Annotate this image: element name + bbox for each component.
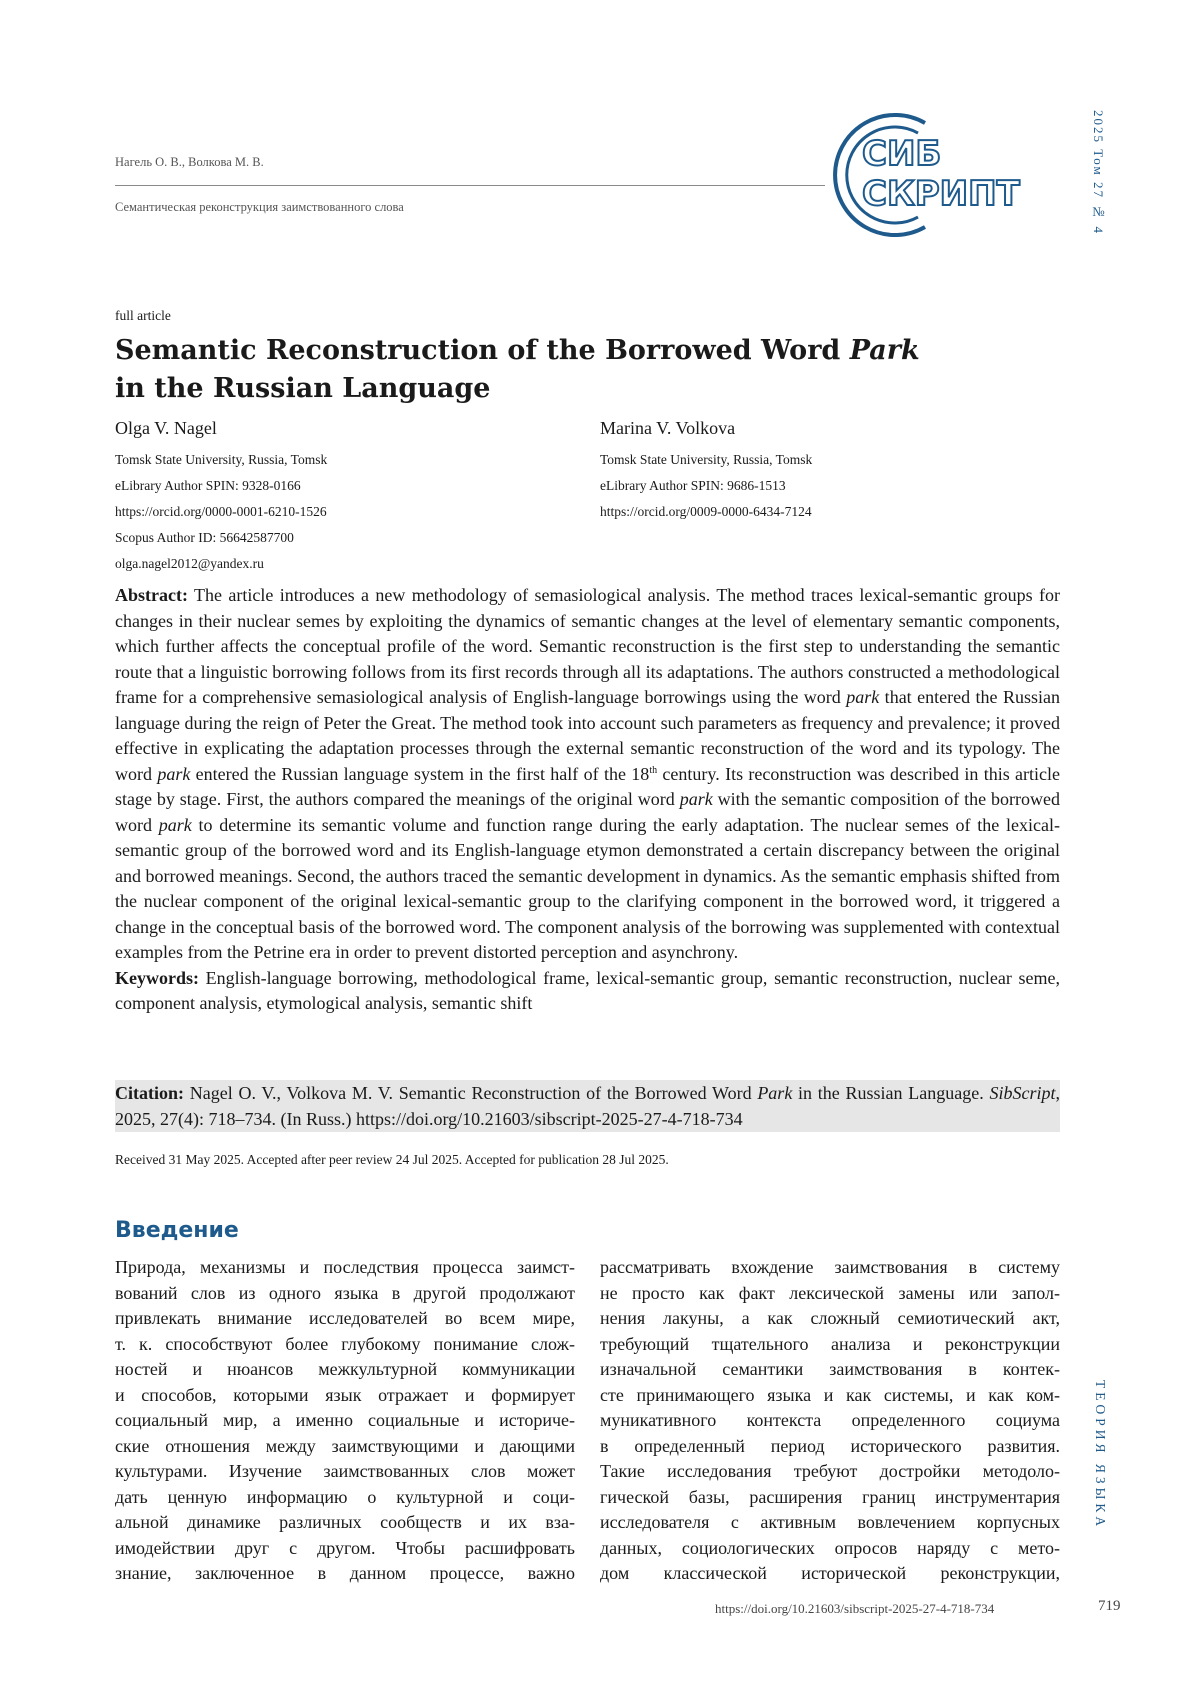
- citation-journal: SibScript: [989, 1083, 1055, 1103]
- author-orcid[interactable]: https://orcid.org/0000-0001-6210-1526: [115, 499, 555, 525]
- abstract: [115, 583, 1060, 966]
- journal-issue: 2025 Том 27 № 4: [1090, 110, 1106, 235]
- author-2: [600, 418, 1040, 525]
- title-part2: in the Russian Language: [115, 373, 490, 404]
- author-spin: eLibrary Author SPIN: 9686-1513: [600, 473, 1040, 499]
- abstract-text: with the semantic composition of the borrowed word: [115, 789, 1060, 835]
- text-line: вований слов из одного языка в другой продолжают: [115, 1281, 575, 1307]
- text-line: рассматривать вхождение заимствования в систему: [600, 1255, 1060, 1281]
- text-line: культурами. Изучение заимствованных слов может: [115, 1459, 575, 1485]
- text-line: сте принимающего языка и как системы, и как ком-: [600, 1383, 1060, 1409]
- intro-column-right: [600, 1255, 1060, 1587]
- author-name: Marina V. Volkova: [600, 418, 1040, 439]
- abstract-em: park: [159, 815, 192, 835]
- article-type: full article: [115, 308, 171, 324]
- text-line: Такие исследования требуют достройки методоло-: [600, 1459, 1060, 1485]
- citation-text[interactable]: , 2025, 27(4): 718–734. (In Russ.) https://doi.org/10.21603/sibscript-2025-27-4-718-734: [115, 1083, 1060, 1129]
- abstract-text: that entered the Russian language during the reign of Peter the Great. The method took into account such parameters as frequency and prevalence; it proved effective in explicating the adaptation processes through the external semantic reconstruction of the word and its typology. The word: [115, 687, 1060, 784]
- text-line: изначальной семантики заимствования в контек-: [600, 1357, 1060, 1383]
- abstract-em: park: [846, 687, 879, 707]
- keywords: [115, 966, 1060, 1017]
- received-dates: Received 31 May 2025. Accepted after peer review 24 Jul 2025. Accepted for publication 28 Jul 2025.: [115, 1152, 669, 1168]
- section-heading: Введение: [115, 1218, 239, 1243]
- text-line: исследователя с активным вовлечением корпусных: [600, 1510, 1060, 1536]
- running-authors: Нагель О. В., Волкова М. В.: [115, 155, 264, 170]
- text-line: социальный мир, а именно социальные и историче-: [115, 1408, 575, 1434]
- logo-line2: СКРИПТ: [862, 174, 1021, 214]
- title-word: Park: [850, 335, 920, 366]
- abstract-sup: th: [649, 765, 657, 776]
- text-line: нения лакуны, а как сложный семиотический акт,: [600, 1306, 1060, 1332]
- author-spin: eLibrary Author SPIN: 9328-0166: [115, 473, 555, 499]
- author-email[interactable]: olga.nagel2012@yandex.ru: [115, 551, 555, 577]
- author-scopus: Scopus Author ID: 56642587700: [115, 525, 555, 551]
- author-affiliation: Tomsk State University, Russia, Tomsk: [115, 447, 555, 473]
- text-line: т. к. способствуют более глубокому понимание слож-: [115, 1332, 575, 1358]
- abstract-em: park: [157, 764, 190, 784]
- text-line: Природа, механизмы и последствия процесса заимст-: [115, 1255, 575, 1281]
- title-part1: Semantic Reconstruction of the Borrowed Word: [115, 335, 850, 366]
- text-line: гической базы, расширения границ инструментария: [600, 1485, 1060, 1511]
- citation-text: Nagel O. V., Volkova M. V. Semantic Reconstruction of the Borrowed Word: [184, 1083, 757, 1103]
- text-line: ские отношения между заимствующими и дающими: [115, 1434, 575, 1460]
- text-line: альной динамике различных сообществ и их вза-: [115, 1510, 575, 1536]
- abstract-text: century. Its reconstruction was described in this article stage by stage. First, the authors compared the meanings of the original word: [115, 764, 1060, 810]
- text-line: данных, социологических опросов наряду с мето-: [600, 1536, 1060, 1562]
- article-title: [115, 332, 935, 408]
- abstract-text: The article introduces a new methodology of semasiological analysis. The method traces lexical-semantic groups for changes in their nuclear semes by exploiting the dynamics of semantic changes at the level of elementary semantic components, which further affects the conceptual profile of the word. Semantic reconstruction is the first step to understanding the semantic route that a linguistic borrowing follows from its first records through all its adaptations. The authors constructed a methodological frame for a comprehensive semasiological analysis of English-language borrowings using the word: [115, 585, 1060, 707]
- abstract-text: to determine its semantic volume and function range during the early adaptation. The nuclear semes of the lexical-semantic group of the borrowed word and its English-language etymon demonstrated a certain discrepancy between the original and borrowed meanings. Second, the authors traced the semantic development in dynamics. As the semantic emphasis shifted from the nuclear component of the original lexical-semantic group to the clarifying component in the borrowed word, it triggered a change in the conceptual basis of the borrowed word. The component analysis of the borrowing was supplemented with contextual examples from the Petrine era in order to prevent distorted perception and asynchrony.: [115, 815, 1060, 963]
- text-line: дать ценную информацию о культурной и соци-: [115, 1485, 575, 1511]
- text-line: ностей и нюансов межкультурной коммуникации: [115, 1357, 575, 1383]
- keywords-text: English-language borrowing, methodological frame, lexical-semantic group, semantic reconstruction, nuclear seme, component analysis, etymological analysis, semantic shift: [115, 968, 1060, 1014]
- abstract-label: Abstract:: [115, 585, 188, 605]
- text-line: и способов, которыми язык отражает и формирует: [115, 1383, 575, 1409]
- text-line: знание, заключенное в данном процессе, важно: [115, 1561, 575, 1587]
- page-number: 719: [1098, 1598, 1121, 1615]
- text-line: имодействии друг с другом. Чтобы расшифровать: [115, 1536, 575, 1562]
- text-line: требующий тщательного анализа и реконструкции: [600, 1332, 1060, 1358]
- text-line: привлекать внимание исследователей во всем мире,: [115, 1306, 575, 1332]
- abstract-em: park: [680, 789, 713, 809]
- author-orcid[interactable]: https://orcid.org/0009-0000-6434-7124: [600, 499, 1040, 525]
- author-name: Olga V. Nagel: [115, 418, 555, 439]
- header-rule: [115, 185, 825, 186]
- citation-em: Park: [757, 1083, 792, 1103]
- text-line: муникативного контекста определенного социума: [600, 1408, 1060, 1434]
- author-1: [115, 418, 555, 577]
- running-title: Семантическая реконструкция заимствованного слова: [115, 200, 404, 215]
- citation-box: [115, 1080, 1060, 1132]
- intro-column-left: [115, 1255, 575, 1587]
- text-line: не просто как факт лексической замены или запол-: [600, 1281, 1060, 1307]
- text-line: в определенный период исторического развития.: [600, 1434, 1060, 1460]
- citation-text: in the Russian Language.: [792, 1083, 989, 1103]
- journal-logo: [830, 105, 1070, 245]
- citation-label: Citation:: [115, 1083, 184, 1103]
- section-vertical-label: ТЕОРИЯ ЯЗЫКА: [1092, 1380, 1108, 1530]
- logo-line1: СИБ: [862, 134, 941, 174]
- abstract-text: entered the Russian language system in the first half of the 18: [190, 764, 649, 784]
- keywords-label: Keywords:: [115, 968, 199, 988]
- author-affiliation: Tomsk State University, Russia, Tomsk: [600, 447, 1040, 473]
- abstract-block: [115, 583, 1060, 1017]
- footer-doi[interactable]: https://doi.org/10.21603/sibscript-2025-27-4-718-734: [715, 1601, 994, 1617]
- text-line: дом классической исторической реконструкции,: [600, 1561, 1060, 1587]
